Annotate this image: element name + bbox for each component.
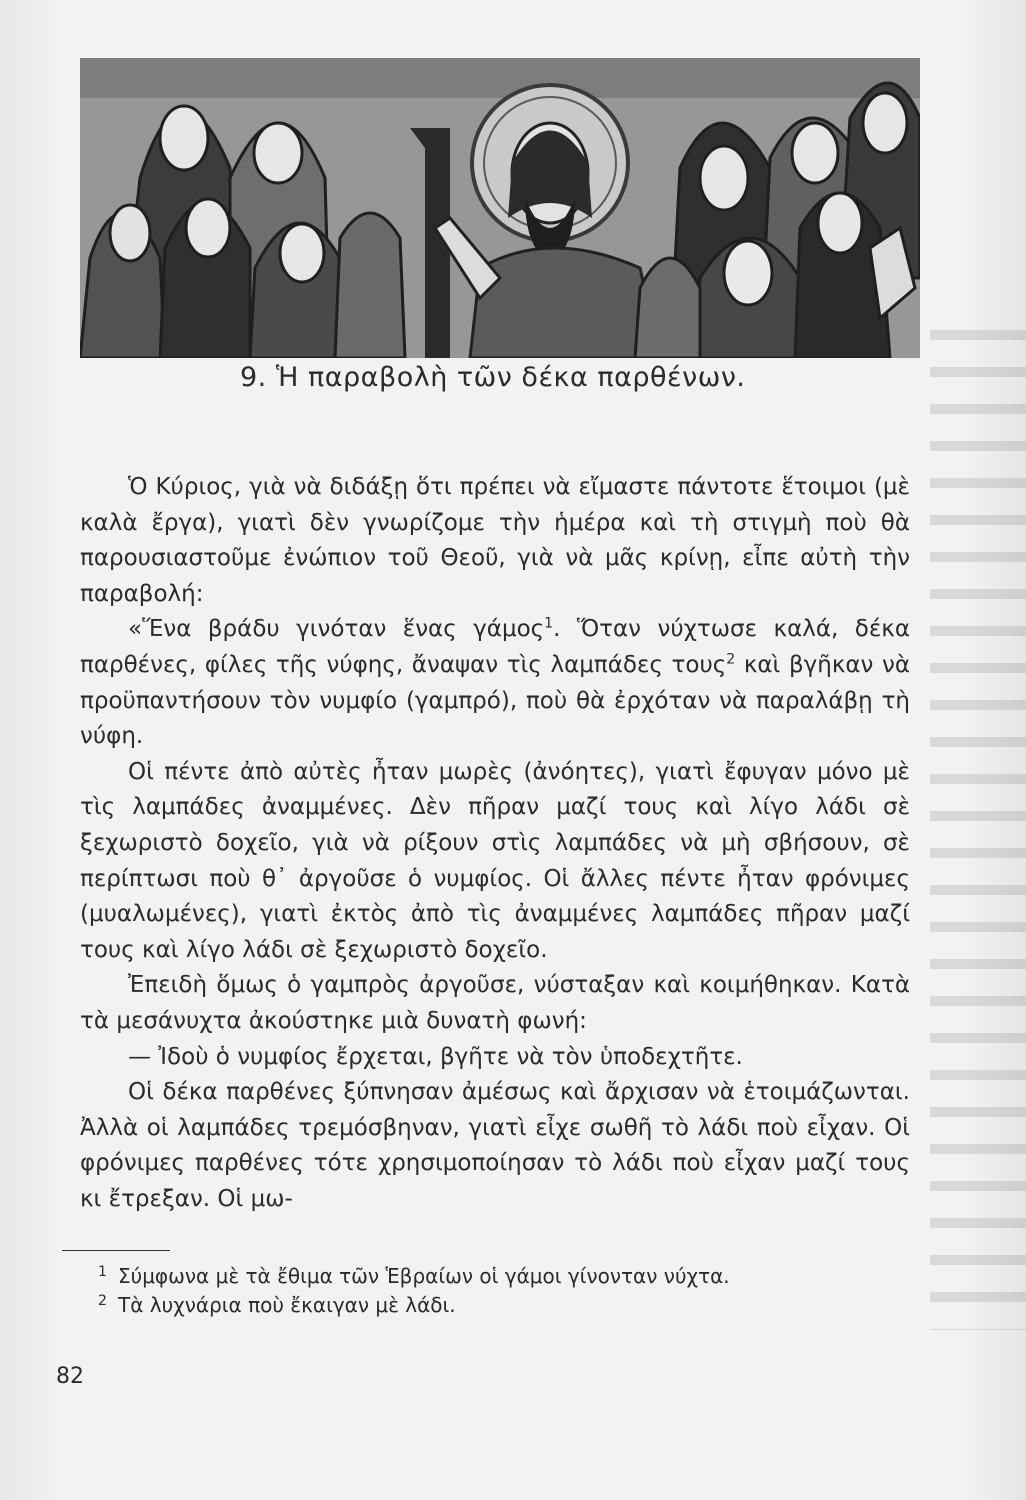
paragraph-2-cont: καλά, δέκα παρθένες, φίλες τῆς νύφης, ἄναψαν τὶς λαμπάδες τους bbox=[80, 616, 910, 678]
paragraph-4: Ἐπειδὴ ὅμως ὁ γαμπρὸς ἀργοῦσε, νύσταξαν καὶ κοιμήθηκαν. Κατὰ τὰ μεσάνυχτα ἀκούστηκε μιὰ δυνατὴ φωνή: bbox=[80, 972, 910, 1034]
paragraph-2-end: καὶ βγῆκαν νὰ προϋπαντήσουν τὸν νυμφίο (γαμπρό), ποὺ θὰ ἐρχόταν νὰ παραλάβῃ τὴ νύφη. bbox=[80, 651, 911, 750]
footnote-2-number: 2 bbox=[98, 1293, 107, 1309]
footnote-2 bbox=[98, 1291, 918, 1320]
footnote-1 bbox=[98, 1262, 918, 1291]
paragraph-2-mid: . Ὅταν νύχτωσε bbox=[553, 616, 758, 643]
paragraph-5: — Ἰδοὺ ὁ νυμφίος ἔρχεται, βγῆτε νὰ τὸν ὑποδεχτῆτε. bbox=[128, 1043, 743, 1070]
paragraph-2-start: «Ἕνα βράδυ γινόταν ἕνας γάμος bbox=[128, 616, 545, 643]
footnote-1-text: Σύμφωνα μὲ τὰ ἔθιμα τῶν Ἑβραίων οἱ γάμοι γίνονταν νύχτα. bbox=[118, 1264, 730, 1288]
footnote-ref-1[interactable]: 1 bbox=[544, 615, 554, 632]
page-number: 82 bbox=[56, 1364, 84, 1389]
paragraph-2 bbox=[80, 612, 910, 754]
body-text bbox=[80, 470, 910, 1217]
paragraph-1: Ὁ Κύριος, γιὰ νὰ διδάξῃ ὅτι πρέπει νὰ εἴμαστε πάντοτε ἕτοιμοι (μὲ καλὰ ἔργα), γιατὶ δὲν γνωρίζομε τὴν ἡμέρα καὶ τὴ στιγμὴ ποὺ θὰ παρουσιαστοῦμε ἐνώπιον τοῦ Θεοῦ, γιὰ νὰ μᾶς κρίνῃ, εἶπε αὐτὴ τὴν παραβολή: bbox=[80, 474, 910, 607]
footnote-ref-2[interactable]: 2 bbox=[726, 651, 736, 668]
show-through-text bbox=[930, 330, 1026, 1330]
footnote-divider bbox=[62, 1250, 170, 1251]
chapter-heading: 9. Ἡ παραβολὴ τῶν δέκα παρθένων. bbox=[240, 362, 746, 393]
paragraph-3: Οἱ πέντε ἀπὸ αὐτὲς ἦταν μωρὲς (ἀνόητες), γιατὶ ἔφυγαν μόνο μὲ τὶς λαμπάδες ἀναμμένες. Δὲν πῆραν μαζί τους καὶ λίγο λάδι σὲ ξεχωριστὸ δοχεῖο, γιὰ νὰ ρίξουν στὶς λαμπάδες νὰ μὴ σβήσουν, σὲ περίπτωσι ποὺ θ᾽ ἀργοῦσε ὁ νυμφίος. Οἱ ἄλλες πέντε ἦταν φρόνιμες (μυαλωμένες), γιατὶ ἐκτὸς ἀπὸ τὶς ἀναμμένες λαμπάδες πῆραν μαζί τους καὶ λίγο λάδι σὲ ξεχωριστὸ δοχεῖο. bbox=[80, 758, 910, 963]
figures-icon bbox=[80, 58, 920, 358]
footnotes bbox=[98, 1262, 918, 1320]
footnote-2-text: Τὰ λυχνάρια ποὺ ἔκαιγαν μὲ λάδι. bbox=[118, 1293, 456, 1317]
paragraph-6: Οἱ δέκα παρθένες ξύπνησαν ἀμέσως καὶ ἄρχισαν νὰ ἑτοιμάζωνται. Ἀλλὰ οἱ λαμπάδες τρεμόσβηναν, γιατὶ εἶχε σωθῆ τὸ λάδι ποὺ εἶχαν. Οἱ φρόνιμες παρθένες τότε χρησιμοποίησαν τὸ λάδι ποὺ εἶχαν μαζί τους κι ἔτρεξαν. Οἱ μω- bbox=[80, 1079, 910, 1212]
illustration-christ-and-virgins bbox=[80, 58, 920, 358]
footnote-1-number: 1 bbox=[98, 1264, 107, 1280]
